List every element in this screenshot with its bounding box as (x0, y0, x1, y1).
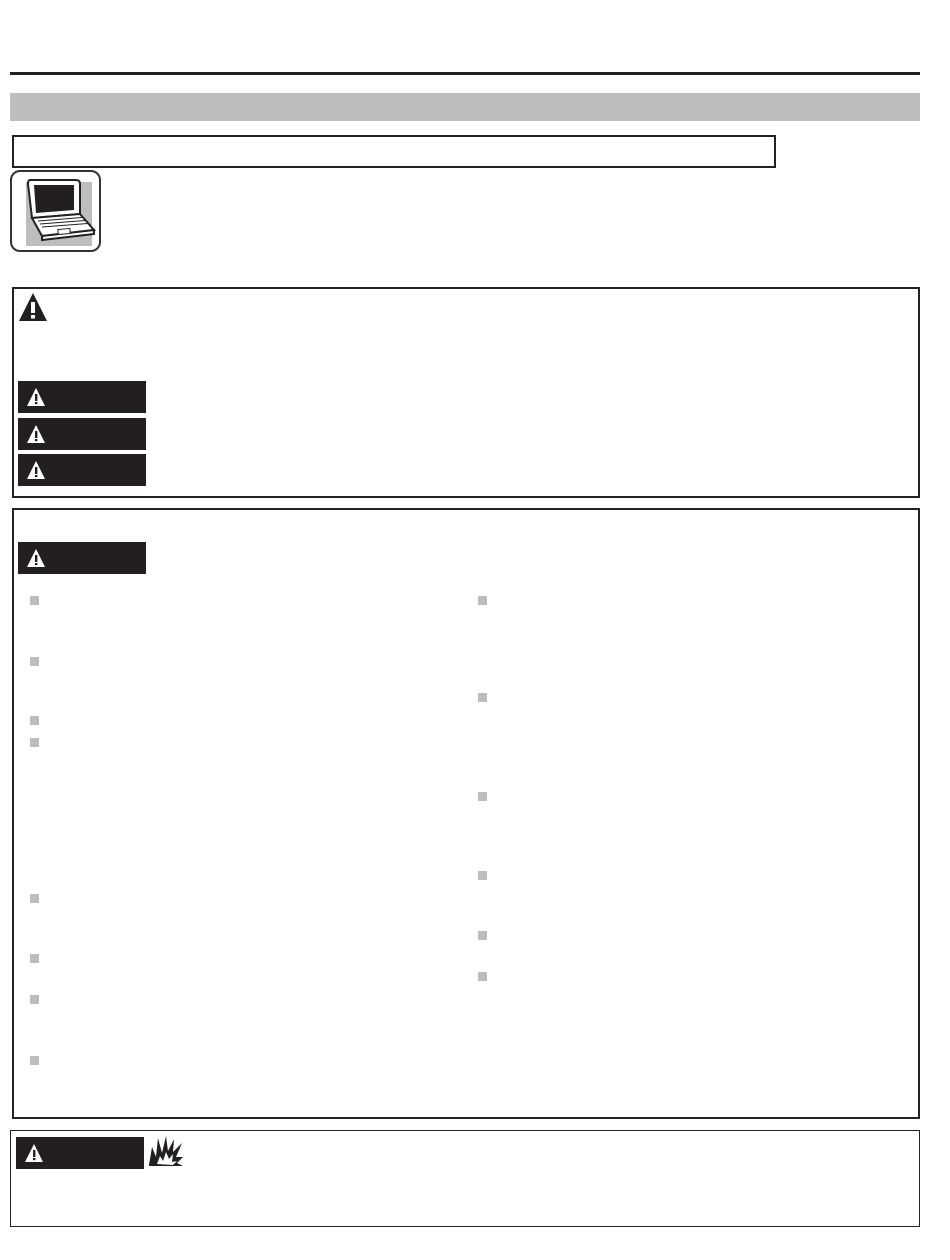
list-bullet (30, 995, 39, 1004)
laptop-icon-frame (10, 170, 101, 252)
list-bullet (30, 738, 39, 747)
warning-triangle-icon (26, 424, 46, 444)
signal-word-badge-1 (18, 381, 146, 413)
list-bullet (30, 716, 39, 725)
laptop-computer-icon (12, 172, 103, 254)
list-bullet (478, 931, 487, 940)
list-bullet (30, 657, 39, 666)
warnings-signal-badge (18, 542, 146, 574)
top-rule (10, 72, 920, 75)
subtitle-box (12, 135, 776, 168)
list-bullet (30, 596, 39, 605)
explosion-signal-badge (16, 1137, 144, 1169)
list-bullet (478, 972, 487, 981)
warning-triangle-icon (26, 460, 46, 480)
list-bullet (30, 954, 39, 963)
safety-symbol-box (12, 287, 920, 498)
list-bullet (30, 1056, 39, 1065)
section-header-bar (10, 93, 920, 121)
list-bullet (478, 792, 487, 801)
signal-word-badge-2 (18, 418, 146, 450)
list-bullet (478, 871, 487, 880)
explosion-icon (147, 1135, 185, 1167)
list-bullet (478, 693, 487, 702)
warning-triangle-icon (24, 1143, 44, 1163)
signal-word-badge-3 (18, 454, 146, 486)
warning-triangle-icon (18, 292, 48, 322)
list-bullet (478, 596, 487, 605)
warning-triangle-icon (26, 387, 46, 407)
warnings-list-box (12, 508, 920, 1119)
warning-triangle-icon (26, 548, 46, 568)
list-bullet (30, 894, 39, 903)
